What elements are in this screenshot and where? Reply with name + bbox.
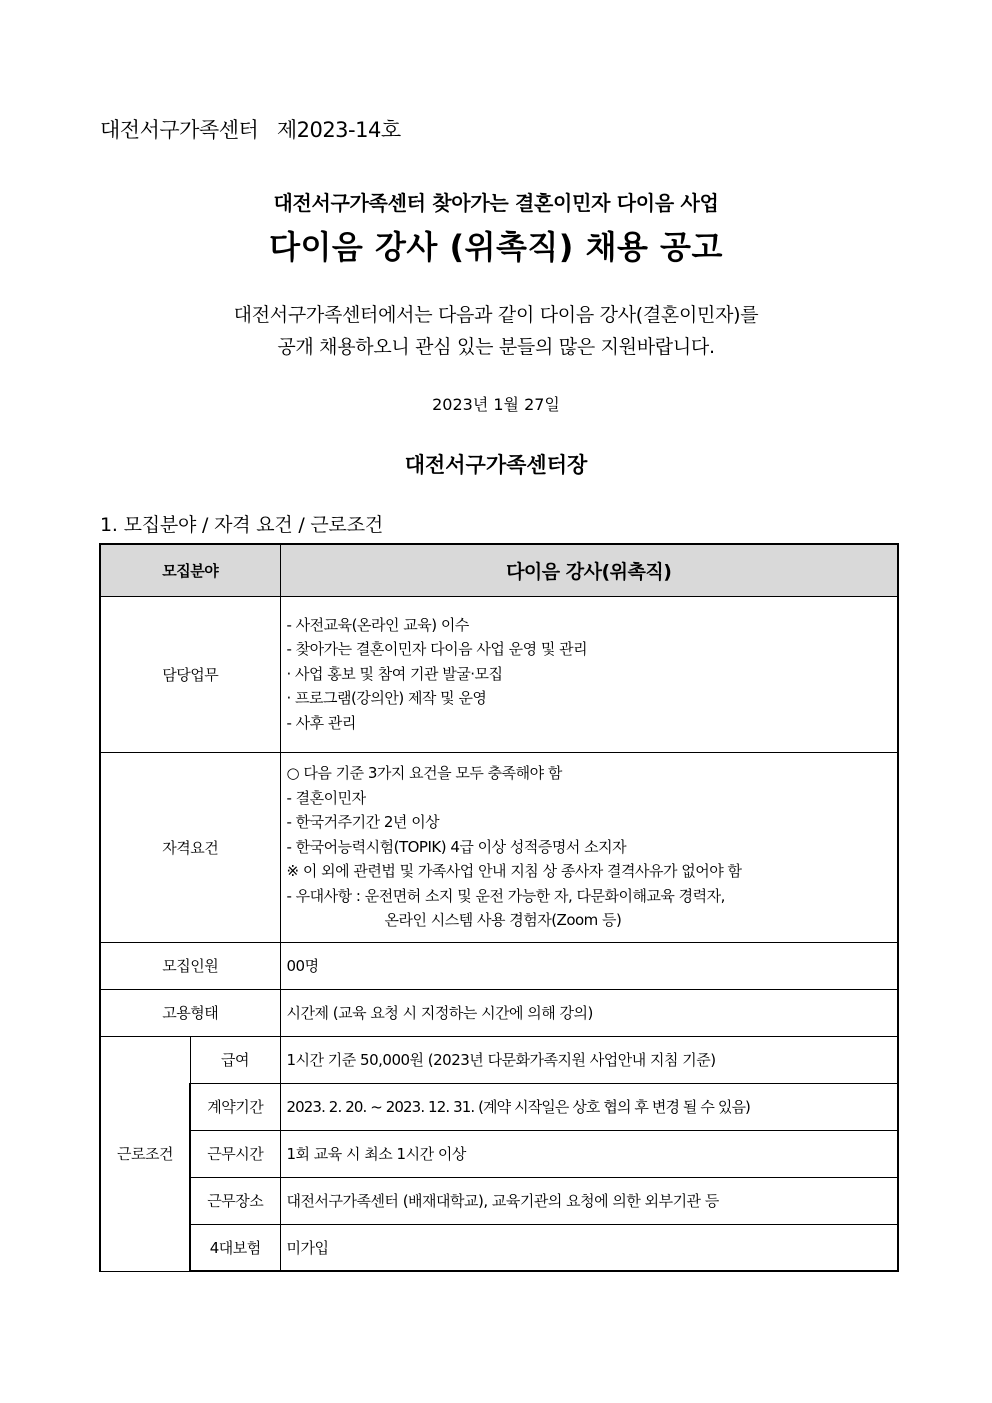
- condition-label: 계약기간: [190, 1083, 280, 1130]
- headcount-row: [100, 942, 898, 989]
- recruitment-table: [99, 543, 899, 1272]
- header-value-cell: 다이음 강사(위촉직): [280, 544, 898, 596]
- intro-line-2: 공개 채용하오니 관심 있는 분들의 많은 지원바랍니다.: [277, 336, 715, 358]
- intro-paragraph: [0, 299, 992, 363]
- employment-type-row: [100, 989, 898, 1036]
- condition-value: 미가입: [280, 1224, 898, 1271]
- condition-value: 1회 교육 시 최소 1시간 이상: [280, 1130, 898, 1177]
- organization-signature: 대전서구가족센터장: [404, 453, 588, 477]
- list-item: - 사후 관리: [286, 713, 356, 732]
- condition-row: [100, 1130, 898, 1177]
- header-label-cell: 모집분야: [100, 544, 280, 596]
- condition-value: 2023. 2. 20. ~ 2023. 12. 31. (계약 시작일은 상호 협의 후 변경 될 수 있음): [280, 1083, 898, 1130]
- notice-date: 2023년 1월 27일: [432, 395, 560, 414]
- employment-type-label: 고용형태: [100, 989, 280, 1036]
- notice-subtitle: 대전서구가족센터 찾아가는 결혼이민자 다이음 사업: [273, 191, 719, 215]
- list-item: - 우대사항 : 운전면허 소지 및 운전 가능한 자, 다문화이해교육 경력자,: [286, 886, 725, 905]
- list-item: - 결혼이민자: [286, 788, 366, 807]
- qualifications-list: [280, 752, 898, 942]
- condition-label: 급여: [190, 1036, 280, 1083]
- condition-label: 근무시간: [190, 1130, 280, 1177]
- list-item: · 사업 홍보 및 참여 기관 발굴·모집: [286, 664, 503, 683]
- conditions-label: 근로조건: [100, 1036, 190, 1271]
- condition-row: [100, 1177, 898, 1224]
- duties-list: [280, 596, 898, 752]
- headcount-label: 모집인원: [100, 942, 280, 989]
- condition-value: 1시간 기준 50,000원 (2023년 다문화가족지원 사업안내 지침 기준): [280, 1036, 898, 1083]
- condition-value: 대전서구가족센터 (배재대학교), 교육기관의 요청에 의한 외부기관 등: [280, 1177, 898, 1224]
- condition-row: [100, 1036, 898, 1083]
- condition-row: [100, 1083, 898, 1130]
- list-item: - 찾아가는 결혼이민자 다이음 사업 운영 및 관리: [286, 640, 588, 659]
- headcount-value: 00명: [280, 942, 898, 989]
- list-item: - 사전교육(온라인 교육) 이수: [286, 615, 469, 634]
- list-item: - 한국거주기간 2년 이상: [286, 813, 440, 832]
- list-item-continuation: 온라인 시스템 사용 경험자(Zoom 등): [384, 911, 622, 930]
- list-item: - 한국어능력시험(TOPIK) 4급 이상 성적증명서 소지자: [286, 837, 627, 856]
- list-item: ※ 이 외에 관련법 및 가족사업 안내 지침 상 종사자 결격사유가 없어야 함: [286, 862, 742, 881]
- condition-label: 근무장소: [190, 1177, 280, 1224]
- table-header-row: [100, 544, 898, 596]
- list-item: · 프로그램(강의안) 제작 및 운영: [286, 689, 487, 708]
- duties-label: 담당업무: [100, 596, 280, 752]
- condition-label: 4대보험: [190, 1224, 280, 1271]
- condition-row: [100, 1224, 898, 1271]
- list-item: ○ 다음 기준 3가지 요건을 모두 충족해야 함: [286, 764, 562, 783]
- document-number: 대전서구가족센터 제2023-14호: [100, 118, 401, 142]
- qualifications-label: 자격요건: [100, 752, 280, 942]
- employment-type-value: 시간제 (교육 요청 시 지정하는 시간에 의해 강의): [280, 989, 898, 1036]
- intro-line-1: 대전서구가족센터에서는 다음과 같이 다이음 강사(결혼이민자)를: [233, 304, 759, 326]
- duties-row: [100, 596, 898, 752]
- qualifications-row: [100, 752, 898, 942]
- notice-title: 다이음 강사 (위촉직) 채용 공고: [269, 228, 723, 266]
- section-title: 1. 모집분야 / 자격 요건 / 근로조건: [100, 514, 384, 536]
